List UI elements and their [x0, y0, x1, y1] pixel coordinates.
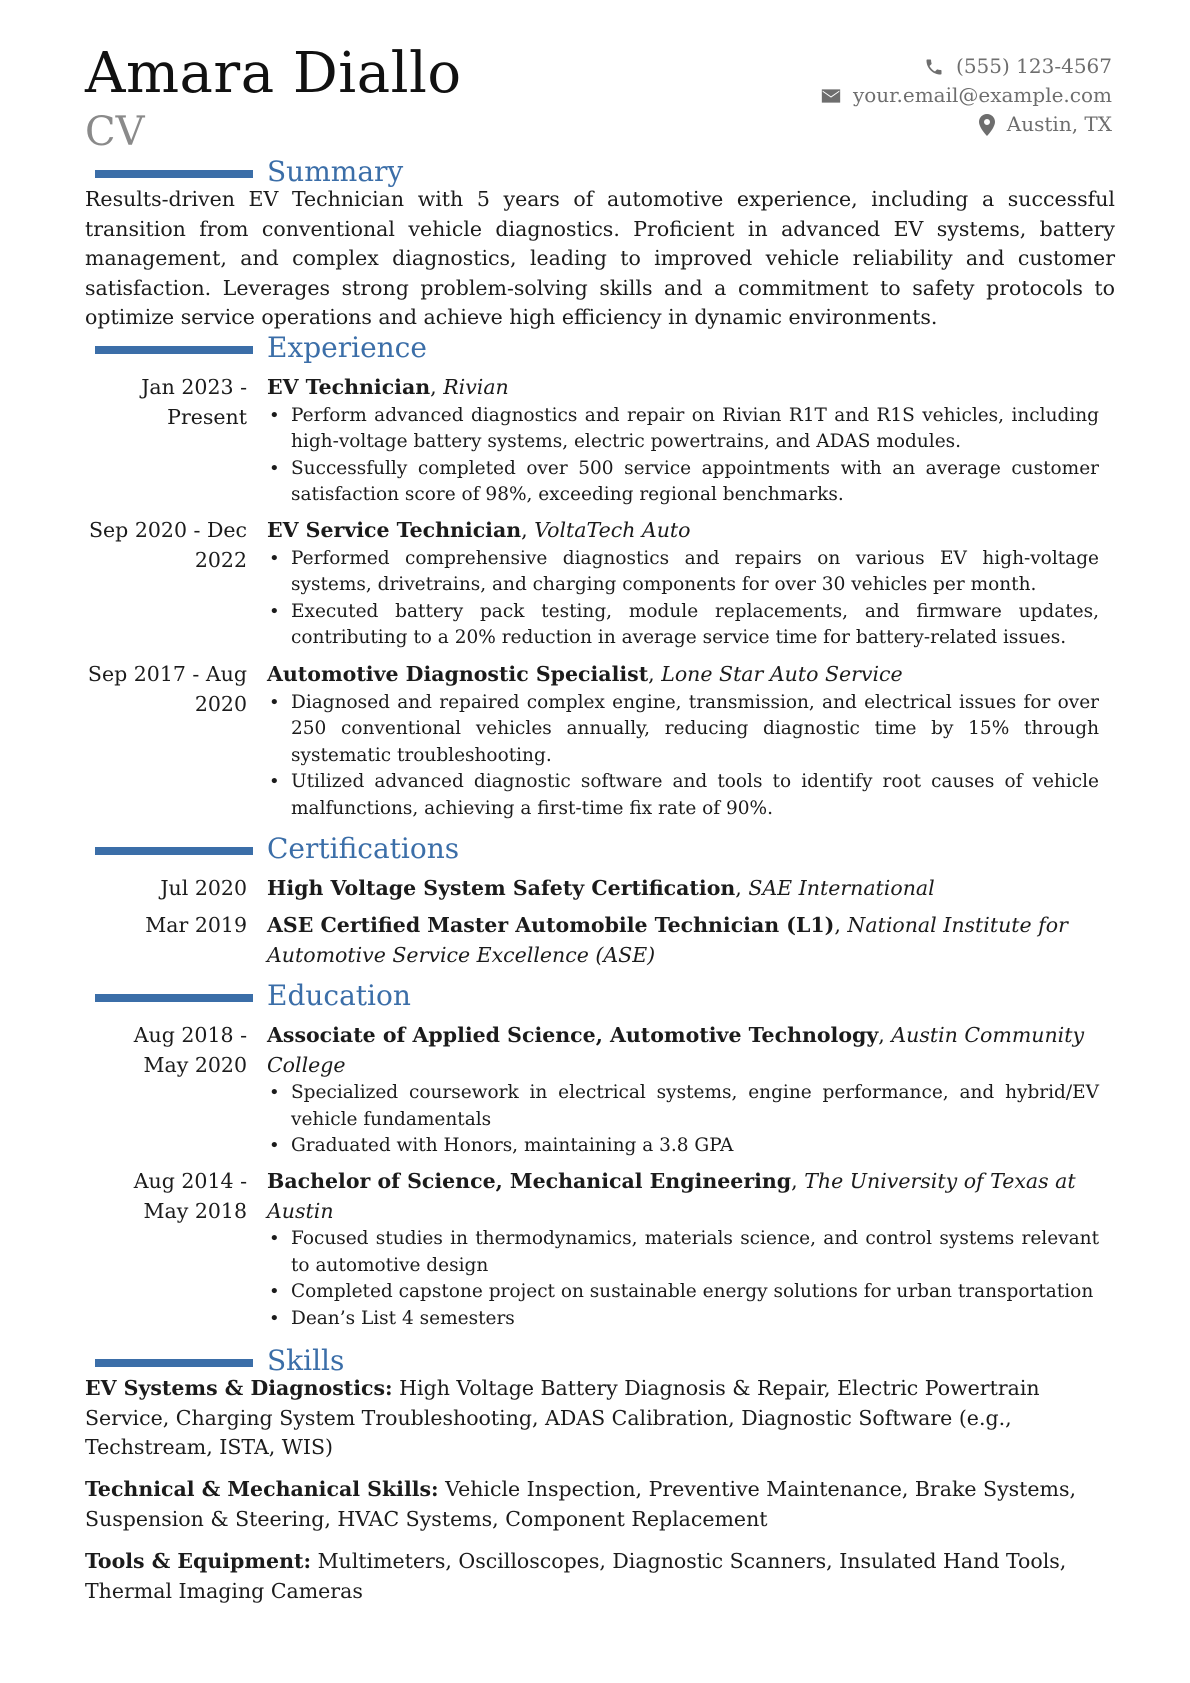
skill-group: [85, 1374, 1115, 1463]
resume-page: Amara Diallo CV (555) 123-4567 your.email@example.com Austin, TX Summary Results-driven EV Technician with 5 years of automotive experience, including a successful transition from conventional vehicle diagnostics. Proficient in advanced EV systems, battery management, and complex diagnostics, leading to improved vehicle reliability and customer satisfaction. Leverages strong problem-solving skills and a commitment to safety protocols to optimize service operations and achieve high efficiency in dynamic environments. Experience Jan 2023 - Present EV Technician, Rivian • Perform advanced diagnostics and repair on Rivian R1T and R1S vehicles, including high-voltage battery systems, electric powertrains, and ADAS modules. • Successfully completed over 500 service appointments with an average customer satisfaction score of 98%, exceeding regional benchmarks. Sep 2020 - Dec 2022 EV Service Technician, VoltaTech Auto • Performed comprehensive diagnostics and repairs on various EV high-voltage systems, drivetrains, and charging components for over 30 vehicles per month. • Executed battery pack testing, module replacements, and firmware updates, contributing to a 20% reduction in average service time for battery-related issues. Sep 2017 - Aug 2020 Automotive Diagnostic Specialist, Lone Star Auto Service • Diagnosed and repaired complex engine, transmission, and electrical issues for over 250 conventional vehicles annually, reducing diagnostic time by 15% through systematic troubleshooting. • Utilized advanced diagnostic software and tools to identify root causes of vehicle malfunctions, achieving a first-time fix rate of 90%. Certifications Jul 2020 High Voltage System Safety Certification, SAE International Mar 2019 ASE Certified Master Automobile Technician (L1), National Institute for Automotive Service Excellence (ASE) Education Aug 2018 - May 2020 Associate of Applied Science, Automotive Technology, Austin Community College • Specialized coursework in electrical systems, engine performance, and hybrid/EV vehicle fundamentals • Graduated with Honors, maintaining a 3.8 GPA Aug 2014 - May 2018 Bachelor of Science, Mechanical Engineering, The University of Texas at Austin • Focused studies in thermodynamics, materials science, and control systems relevant to automotive design • Completed capstone project on sustainable energy solutions for urban transportation • Dean’s List 4 semesters Skills EV Systems & Diagnostics: High Voltage Battery Diagnosis & Repair, Electric Powertrain Service, Charging System Troubleshooting, ADAS Calibration, Diagnostic Software (e.g., Techstream, ISTA, WIS) Technical & Mechanical Skills: Vehicle Inspection, Preventive Maintenance, Brake Systems, Suspension & Steering, HVAC Systems, Component Replacement Tools & Equipment: Multimeters, Oscilloscopes, Diagnostic Scanners, Insulated Hand Tools, Thermal Imaging Cameras: [0, 0, 1190, 1683]
entry-bullet: • Performed comprehensive diagnostics and repairs on various EV high-voltage systems, drivetrains, and charging components for over 30 vehicles per month.: [267, 546, 1099, 599]
section-experience-heading: [95, 330, 1115, 366]
section-rule: [95, 170, 253, 178]
skill-group: [85, 1475, 1115, 1534]
entry-date: Aug 2018 - May 2020: [133, 1023, 247, 1077]
section-rule: [95, 847, 253, 855]
skill-group-label: EV Systems & Diagnostics:: [85, 1376, 393, 1400]
entry-bullet: • Dean’s List 4 semesters: [267, 1306, 1099, 1333]
location-text: Austin, TX: [1006, 112, 1112, 136]
section-title: Summary: [267, 155, 404, 188]
entry-date: Jan 2023 - Present: [141, 375, 247, 429]
entry-role: Automotive Diagnostic Specialist: [267, 662, 649, 686]
envelope-icon: [821, 88, 841, 104]
entry-role: EV Technician: [267, 375, 431, 399]
document-subtitle: CV: [85, 109, 145, 155]
entry-date: Jul 2020: [160, 876, 247, 900]
email-text: your.email@example.com: [852, 83, 1112, 107]
contact-phone[interactable]: [821, 52, 1112, 81]
entry-date: Aug 2014 - May 2018: [133, 1169, 247, 1223]
section-rule: [95, 346, 253, 354]
entry-role: EV Service Technician: [267, 518, 522, 542]
section-certifications-heading: [95, 831, 1115, 867]
education-org: Austin Community College: [267, 1023, 1085, 1077]
certification-org: SAE International: [748, 876, 935, 900]
skill-group-label: Technical & Mechanical Skills:: [85, 1477, 439, 1501]
entry-bullet: • Focused studies in thermodynamics, materials science, and control systems relevant to automotive design: [267, 1226, 1099, 1279]
entry-date: Sep 2017 - Aug 2020: [87, 662, 247, 716]
entry-bullet: • Executed battery pack testing, module replacements, and firmware updates, contributing to a 20% reduction in average service time for battery-related issues.: [267, 599, 1099, 652]
entry-bullet: • Perform advanced diagnostics and repair on Rivian R1T and R1S vehicles, including high-voltage battery systems, electric powertrains, and ADAS modules.: [267, 403, 1099, 456]
section-title: Experience: [267, 331, 427, 364]
entry-bullet: • Completed capstone project on sustainable energy solutions for urban transportation: [267, 1279, 1099, 1306]
entry-bullet: • Utilized advanced diagnostic software and tools to identify root causes of vehicle malfunctions, achieving a first-time fix rate of 90%.: [267, 769, 1099, 822]
skill-group-text: Vehicle Inspection, Preventive Maintenance, Brake Systems, Suspension & Steering, HVAC Systems, Component Replacement: [85, 1477, 1077, 1531]
skill-group: [85, 1547, 1115, 1606]
section-education-heading: [95, 978, 1115, 1014]
education-degree: Bachelor of Science, Mechanical Engineering: [267, 1169, 792, 1193]
skill-group-text: Multimeters, Oscilloscopes, Diagnostic Scanners, Insulated Hand Tools, Thermal Imaging Cameras: [85, 1549, 1067, 1603]
phone-icon: [924, 57, 944, 77]
section-rule: [95, 994, 253, 1002]
contact-block: [821, 52, 1112, 139]
contact-location: [821, 110, 1112, 139]
skill-group-label: Tools & Equipment:: [85, 1549, 312, 1573]
phone-text: (555) 123-4567: [956, 54, 1112, 78]
entry-org: Lone Star Auto Service: [661, 662, 903, 686]
section-title: Skills: [267, 1344, 345, 1377]
entry-org: Rivian: [443, 375, 509, 399]
entry-date: Sep 2020 - Dec 2022: [89, 518, 247, 572]
entry-bullet: • Diagnosed and repaired complex engine, transmission, and electrical issues for over 250 conventional vehicles annually, reducing diagnostic time by 15% through systematic troubleshooting.: [267, 690, 1099, 770]
education-degree: Associate of Applied Science, Automotive Technology: [267, 1023, 879, 1047]
education-org: The University of Texas at Austin: [267, 1169, 1076, 1223]
entry-bullet: • Graduated with Honors, maintaining a 3.8 GPA: [267, 1133, 1099, 1160]
section-title: Certifications: [267, 832, 460, 865]
certification-name: ASE Certified Master Automobile Technician (L1): [267, 913, 835, 937]
section-rule: [95, 1359, 253, 1367]
map-pin-icon: [979, 114, 995, 136]
candidate-name: Amara Diallo: [85, 41, 462, 106]
entry-bullet: • Specialized coursework in electrical systems, engine performance, and hybrid/EV vehicle fundamentals: [267, 1080, 1099, 1133]
skill-group-text: High Voltage Battery Diagnosis & Repair, Electric Powertrain Service, Charging System Troubleshooting, ADAS Calibration, Diagnostic Software (e.g., Techstream, ISTA, WIS): [85, 1376, 1040, 1459]
certification-org: National Institute for Automotive Service Excellence (ASE): [267, 913, 1068, 967]
certification-name: High Voltage System Safety Certification: [267, 876, 736, 900]
contact-email[interactable]: [821, 81, 1112, 110]
entry-bullet: • Successfully completed over 500 service appointments with an average customer satisfaction score of 98%, exceeding regional benchmarks.: [267, 456, 1099, 509]
section-title: Education: [267, 979, 411, 1012]
summary-text: Results-driven EV Technician with 5 years of automotive experience, including a successful transition from conventional vehicle diagnostics. Proficient in advanced EV systems, battery management, and complex diagnostics, leading to improved vehicle reliability and customer satisfaction. Leverages strong problem-solving skills and a commitment to safety protocols to optimize service operations and achieve high efficiency in dynamic environments.: [85, 187, 1115, 329]
entry-date: Mar 2019: [145, 913, 247, 937]
entry-org: VoltaTech Auto: [534, 518, 691, 542]
